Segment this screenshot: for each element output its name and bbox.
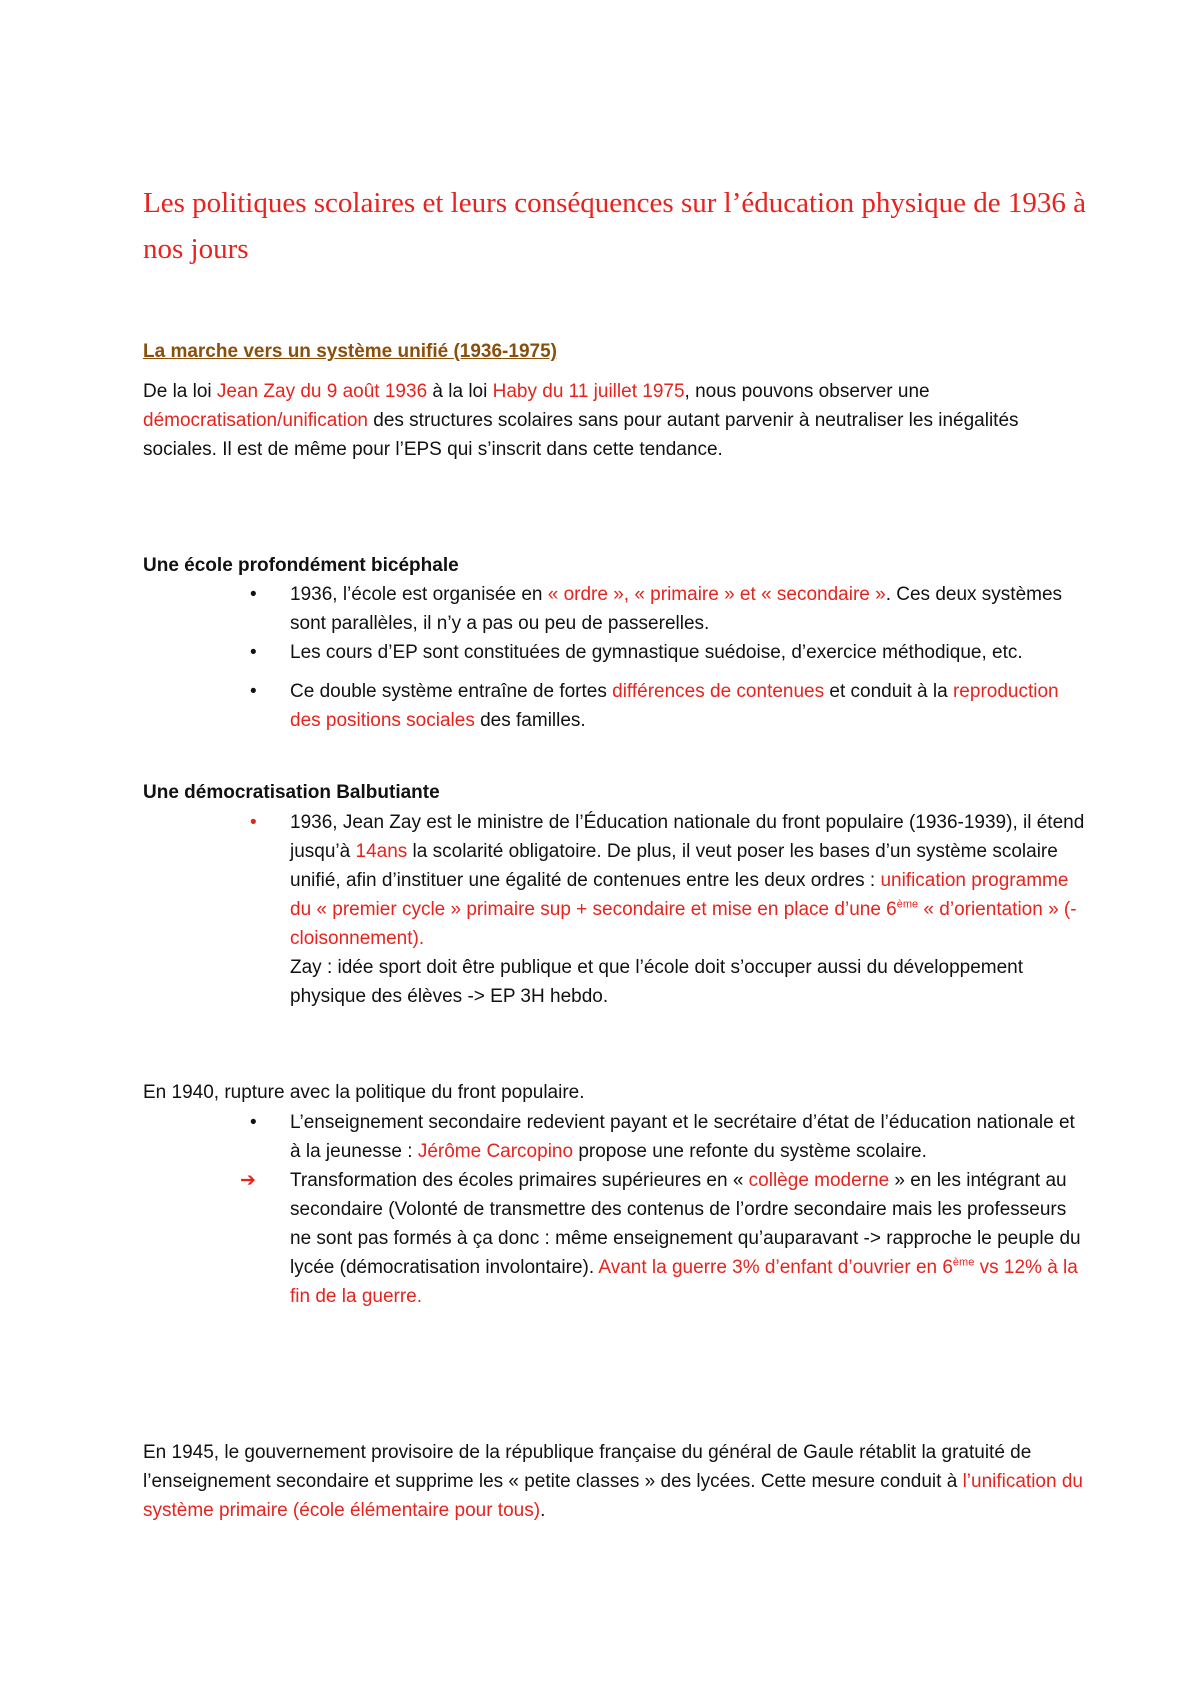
section-heading-systeme-unifie: La marche vers un système unifié (1936-1975) <box>143 341 557 362</box>
list-item: • Ce double système entraîne de fortes différences de contenues et conduit à la reproduction des positions sociales des familles. <box>0 677 1090 735</box>
list-1940 <box>0 1108 1200 1311</box>
bullet-icon: • <box>250 812 257 833</box>
list-item: • 1936, Jean Zay est le ministre de l’Éducation nationale du front populaire (1936-1939), il étend jusqu’à 14ans la scolarité obligatoire. De plus, il veut poser les bases d’un système scolaire unifié, afin d’instituer une égalité de contenues entre les deux ordres : unification programme du « premier cycle » primaire sup + secondaire et mise en place d’une 6ème « d’orientation » (-cloisonnement). Zay : idée sport doit être publique et que l’école doit s’occuper aussi du développement physique des élèves -> EP 3H hebdo. <box>0 808 1090 1011</box>
list-item: • 1936, l’école est organisée en « ordre », « primaire » et « secondaire ». Ces deux systèmes sont parallèles, il n’y a pas ou peu de passerelles. <box>0 580 1090 638</box>
bicephale-list <box>0 580 1200 735</box>
intro-paragraph: De la loi Jean Zay du 9 août 1936 à la loi Haby du 11 juillet 1975, nous pouvons observer une démocratisation/unification des structures scolaires sans pour autant parvenir à neutraliser les inégalités sociales. Il est de même pour l’EPS qui s’inscrit dans cette tendance. <box>143 381 1019 460</box>
document-title: Les politiques scolaires et leurs conséquences sur l’éducation physique de 1936 à nos jours <box>143 187 1087 265</box>
list-item: • Les cours d’EP sont constituées de gymnastique suédoise, d’exercice méthodique, etc. <box>0 638 1090 667</box>
bullet-icon: • <box>250 584 257 605</box>
bullet-icon: • <box>250 642 257 663</box>
list-item: ➔ Transformation des écoles primaires supérieures en « collège moderne » en les intégrant au secondaire (Volonté de transmettre des contenus de l’ordre secondaire mais les professeurs ne sont pas formés à ça donc : même enseignement qu’auparavant -> rapproche le peuple du lycée (démocratisation involontaire). Avant la guerre 3% d’enfant d’ouvrier en 6ème vs 12% à la fin de la guerre. <box>0 1166 1090 1311</box>
list-item: • L’enseignement secondaire redevient payant et le secrétaire d’état de l’éducation nationale et à la jeunesse : Jérôme Carcopino propose une refonte du système scolaire. <box>0 1108 1090 1166</box>
paragraph-1945: En 1945, le gouvernement provisoire de la république française du général de Gaule rétablit la gratuité de l’enseignement secondaire et supprime les « petite classes » des lycées. Cette mesure conduit à l’unification du système primaire (école élémentaire pour tous). <box>143 1442 1083 1521</box>
balbutiante-list <box>0 808 1200 1011</box>
bullet-icon: • <box>250 1112 257 1133</box>
subheading-balbutiante: Une démocratisation Balbutiante <box>143 782 440 803</box>
paragraph-1940: En 1940, rupture avec la politique du front populaire. <box>143 1082 585 1103</box>
arrow-right-icon: ➔ <box>240 1170 256 1191</box>
subheading-bicephale: Une école profondément bicéphale <box>143 555 459 576</box>
bullet-icon: • <box>250 681 257 702</box>
